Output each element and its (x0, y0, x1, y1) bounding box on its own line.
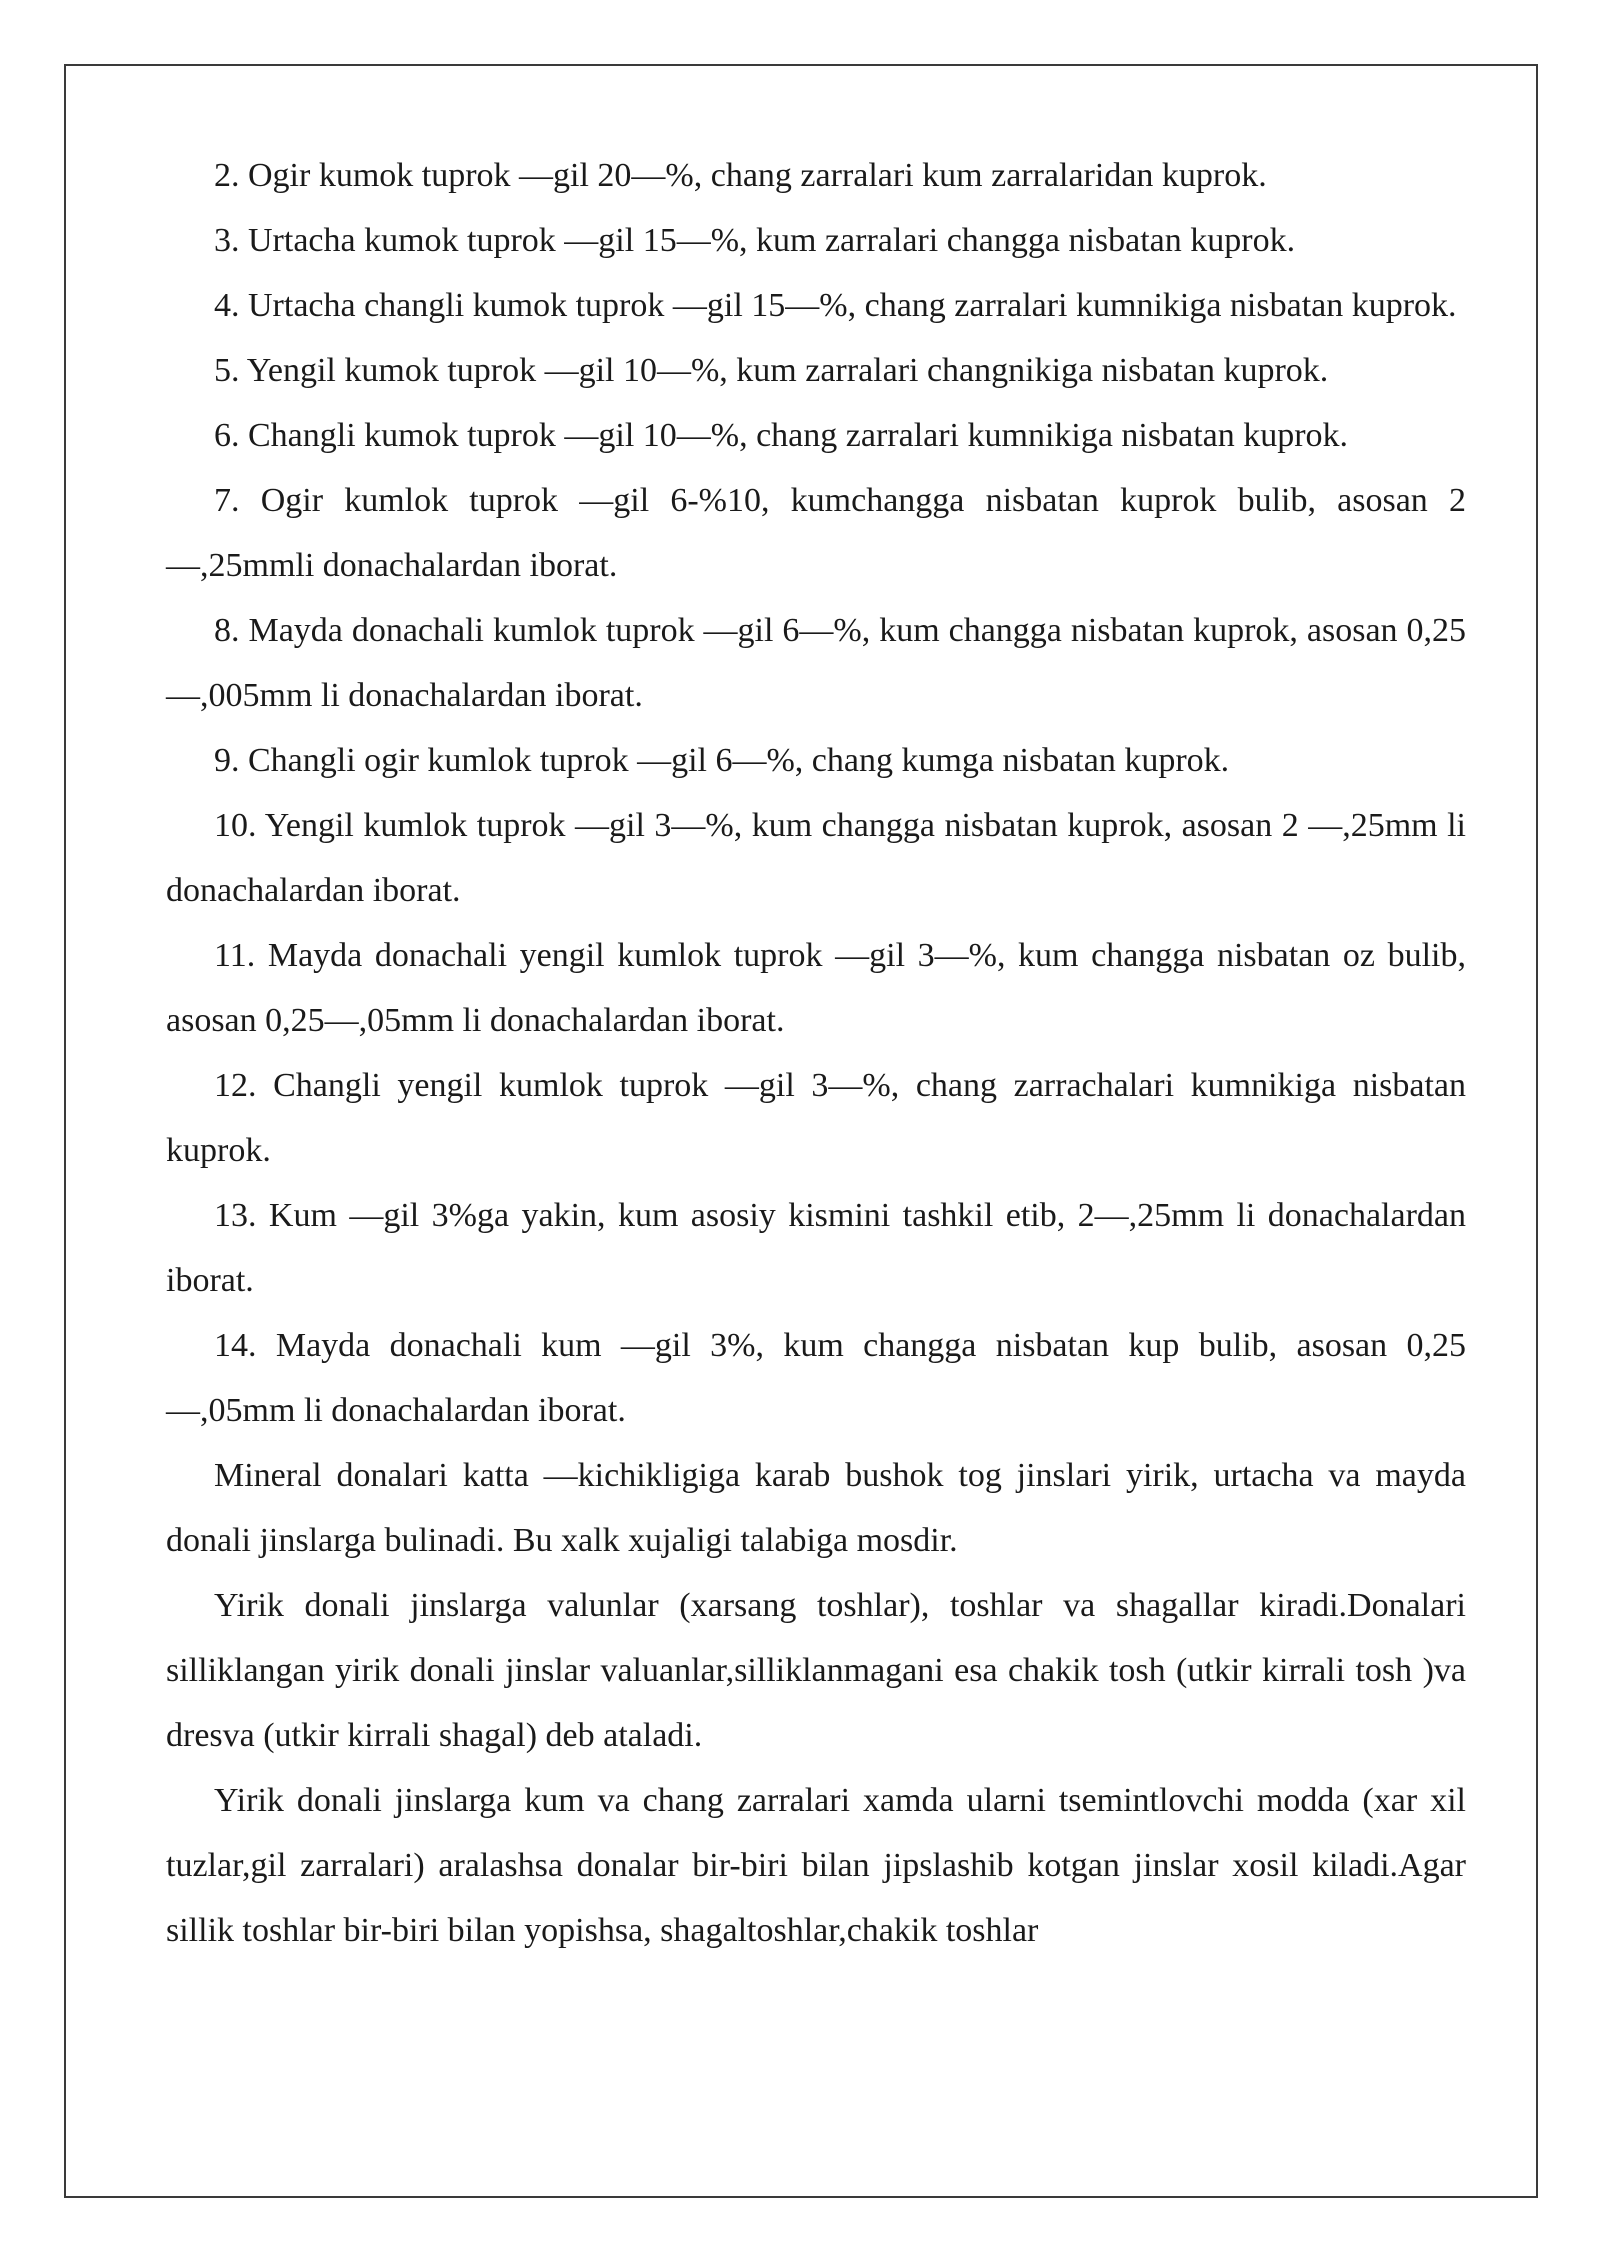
paragraph: 13. Kum —gil 3%ga yakin, kum asosiy kismini tashkil etib, 2—,25mm li donachalardan iborat. (166, 1197, 1466, 1299)
paragraph: 7. Ogir kumlok tuprok —gil 6-%10, kumchangga nisbatan kuprok bulib, asosan 2 —,25mmli donachalardan iborat. (166, 482, 1466, 584)
paragraph: 10. Yengil kumlok tuprok —gil 3—%, kum changga nisbatan kuprok, asosan 2 —,25mm li donachalardan iborat. (166, 807, 1466, 909)
paragraph: 2. Ogir kumok tuprok —gil 20—%, chang zarralari kum zarralaridan kuprok. (214, 157, 1267, 194)
paragraph: 14. Mayda donachali kum —gil 3%, kum changga nisbatan kup bulib, asosan 0,25 —,05mm li donachalardan iborat. (166, 1327, 1466, 1429)
paragraph: 5. Yengil kumok tuprok —gil 10—%, kum zarralari changnikiga nisbatan kuprok. (214, 352, 1329, 389)
paragraph: 6. Changli kumok tuprok —gil 10—%, chang zarralari kumnikiga nisbatan kuprok. (214, 417, 1349, 454)
document-body (166, 143, 1466, 1963)
paragraph: 4. Urtacha changli kumok tuprok —gil 15—%, chang zarralari kumnikiga nisbatan kuprok. (214, 287, 1457, 324)
paragraph: Yirik donali jinslarga kum va chang zarralari xamda ularni tsemintlovchi modda (xar xil tuzlar,gil zarralari) aralashsa donalar bir-biri bilan jipslashib kotgan jinslar xosil kiladi.Agar sillik toshlar bir-biri bilan yopishsa, shagaltoshlar,chakik toshlar (166, 1782, 1466, 1949)
paragraph: 3. Urtacha kumok tuprok —gil 15—%, kum zarralari changga nisbatan kuprok. (214, 222, 1296, 259)
paragraph: 8. Mayda donachali kumlok tuprok —gil 6—%, kum changga nisbatan kuprok, asosan 0,25—,005mm li donachalardan iborat. (166, 612, 1466, 714)
paragraph: 9. Changli ogir kumlok tuprok —gil 6—%, chang kumga nisbatan kuprok. (214, 742, 1230, 779)
paragraph: 12. Changli yengil kumlok tuprok —gil 3—%, chang zarrachalari kumnikiga nisbatan kuprok. (166, 1067, 1466, 1169)
paragraph: Yirik donali jinslarga valunlar (xarsang toshlar), toshlar va shagallar kiradi.Donalari silliklangan yirik donali jinslar valuanlar,silliklanmagani esa chakik tosh (utkir kirrali tosh )va dresva (utkir kirrali shagal) deb ataladi. (166, 1587, 1466, 1754)
paragraph: 11. Mayda donachali yengil kumlok tuprok —gil 3—%, kum changga nisbatan oz bulib, asosan 0,25—,05mm li donachalardan iborat. (166, 937, 1466, 1039)
paragraph: Mineral donalari katta —kichikligiga karab bushok tog jinslari yirik, urtacha va mayda donali jinslarga bulinadi. Bu xalk xujaligi talabiga mosdir. (166, 1457, 1466, 1559)
